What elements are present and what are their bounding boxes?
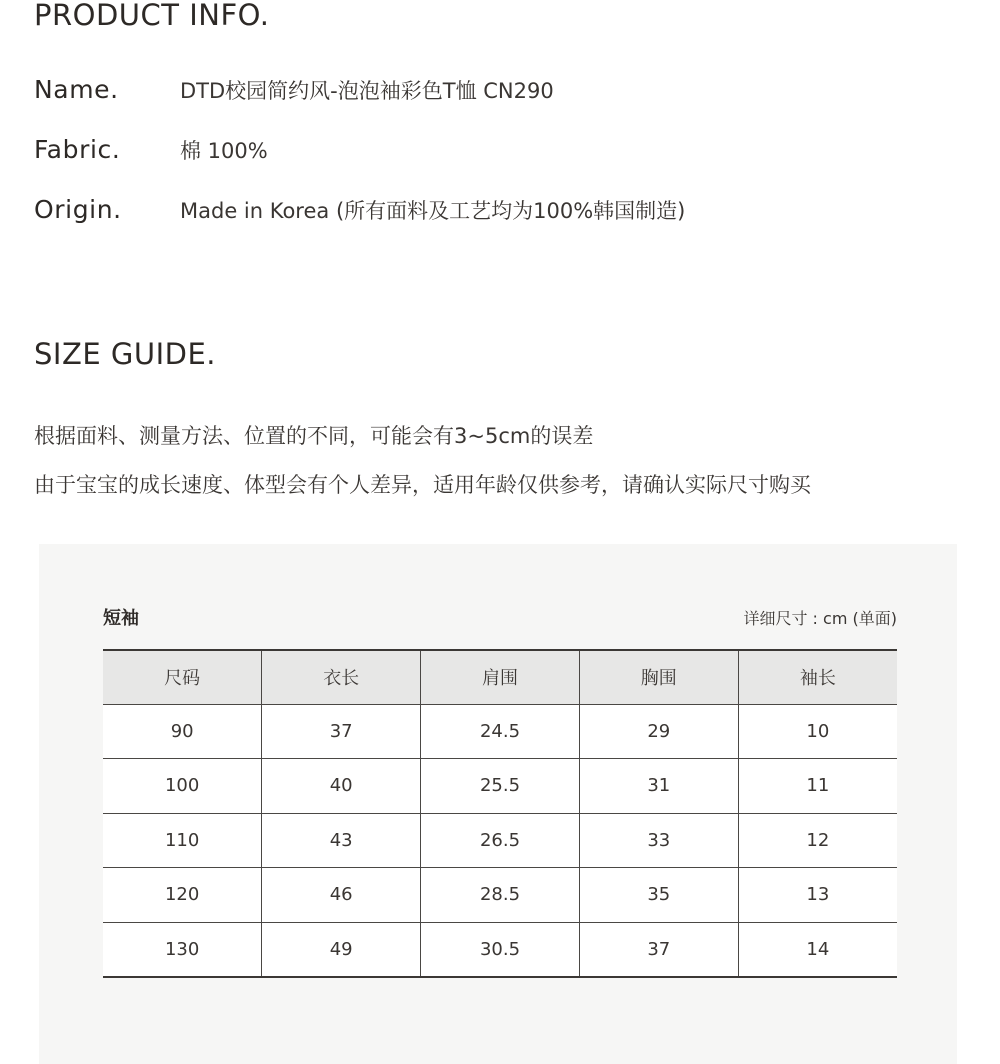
size-note-age-reference: 由于宝宝的成长速度、体型会有个人差异，适用年龄仅供参考，请确认实际尺寸购买 bbox=[34, 473, 811, 497]
table-cell: 37 bbox=[262, 704, 421, 759]
table-cell: 90 bbox=[103, 704, 262, 759]
info-row-origin bbox=[34, 195, 974, 235]
table-cell: 49 bbox=[262, 922, 421, 977]
table-cell: 43 bbox=[262, 813, 421, 868]
size-note-measurement-error: 根据面料、测量方法、位置的不同，可能会有3~5cm的误差 bbox=[34, 424, 594, 448]
info-value-name: DTD校园简约风-泡泡袖彩色T恤 CN290 bbox=[180, 79, 554, 103]
table-cell: 11 bbox=[738, 759, 897, 814]
info-row-name bbox=[34, 75, 974, 115]
product-info-title: PRODUCT INFO. bbox=[34, 0, 270, 32]
table-row bbox=[103, 704, 897, 759]
table-cell: 110 bbox=[103, 813, 262, 868]
table-row bbox=[103, 922, 897, 977]
size-table-panel bbox=[39, 544, 957, 1064]
info-value-fabric: 棉 100% bbox=[180, 139, 268, 163]
table-cell: 100 bbox=[103, 759, 262, 814]
info-key-name: Name. bbox=[34, 75, 119, 104]
table-cell: 35 bbox=[579, 868, 738, 923]
header-chest: 胸围 bbox=[579, 650, 738, 704]
table-cell: 37 bbox=[579, 922, 738, 977]
info-key-fabric: Fabric. bbox=[34, 135, 121, 164]
table-cell: 30.5 bbox=[421, 922, 580, 977]
table-cell: 26.5 bbox=[421, 813, 580, 868]
table-row bbox=[103, 813, 897, 868]
table-cell: 31 bbox=[579, 759, 738, 814]
size-table-title: 短袖 bbox=[103, 608, 139, 629]
header-size: 尺码 bbox=[103, 650, 262, 704]
table-cell: 33 bbox=[579, 813, 738, 868]
table-cell: 120 bbox=[103, 868, 262, 923]
table-cell: 29 bbox=[579, 704, 738, 759]
table-cell: 10 bbox=[738, 704, 897, 759]
size-table-unit: 详细尺寸 : cm (单面) bbox=[743, 609, 897, 628]
table-cell: 14 bbox=[738, 922, 897, 977]
table-cell: 46 bbox=[262, 868, 421, 923]
table-row bbox=[103, 759, 897, 814]
info-row-fabric bbox=[34, 135, 974, 175]
size-guide-title: SIZE GUIDE. bbox=[34, 337, 216, 371]
header-sleeve: 袖长 bbox=[738, 650, 897, 704]
header-length: 衣长 bbox=[262, 650, 421, 704]
table-cell: 25.5 bbox=[421, 759, 580, 814]
table-cell: 24.5 bbox=[421, 704, 580, 759]
info-key-origin: Origin. bbox=[34, 195, 122, 224]
table-cell: 13 bbox=[738, 868, 897, 923]
info-value-origin: Made in Korea (所有面料及工艺均为100%韩国制造) bbox=[180, 199, 686, 223]
size-table bbox=[103, 649, 897, 978]
table-row bbox=[103, 868, 897, 923]
table-header-row bbox=[103, 650, 897, 704]
table-cell: 130 bbox=[103, 922, 262, 977]
table-cell: 40 bbox=[262, 759, 421, 814]
table-cell: 28.5 bbox=[421, 868, 580, 923]
header-shoulder: 肩围 bbox=[421, 650, 580, 704]
table-cell: 12 bbox=[738, 813, 897, 868]
